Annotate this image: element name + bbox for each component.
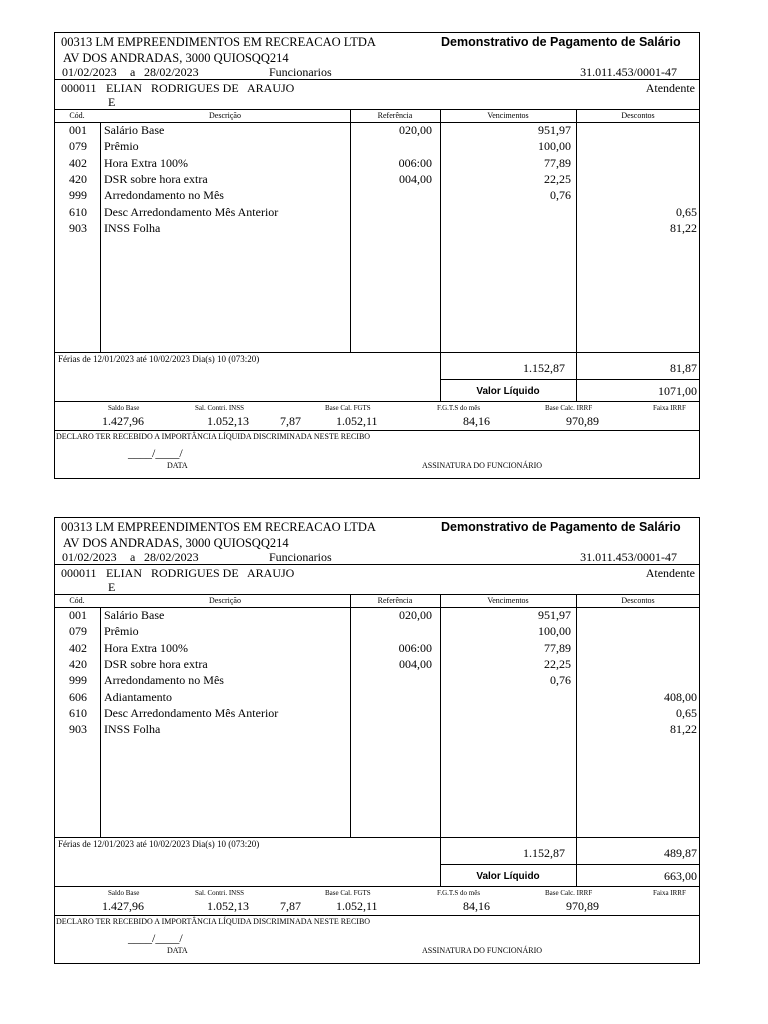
value-base-fgts: 1.052,11 <box>336 899 378 913</box>
total-descontos: 81,87 <box>670 361 697 375</box>
row-code: 001 <box>69 123 87 137</box>
row-vencimentos: 100,00 <box>538 624 571 639</box>
payslip <box>54 517 700 964</box>
row-description: DSR sobre hora extra <box>104 656 208 671</box>
valor-liquido: 1071,00 <box>658 384 697 398</box>
period-start: 01/02/2023 <box>62 65 117 79</box>
payslip <box>54 32 700 479</box>
label-sal-contri-inss: Sal. Contri. INSS <box>195 404 245 412</box>
total-descontos: 489,87 <box>664 846 697 860</box>
row-code: 610 <box>69 204 87 219</box>
period-separator: a <box>130 65 136 79</box>
row-code: 420 <box>69 171 87 186</box>
document-title: Demonstrativo de Pagamento de Salário <box>441 520 681 534</box>
ferias-note: Férias de 12/01/2023 até 10/02/2023 Dia(s) 10 (073:20) <box>58 839 260 849</box>
value-fgts-mes: 84,16 <box>463 414 490 428</box>
label-base-fgts: Base Cal. FGTS <box>325 404 371 412</box>
row-descontos: 81,22 <box>670 220 697 235</box>
row-code: 079 <box>69 624 87 639</box>
cnpj: 31.011.453/0001-47 <box>580 550 677 564</box>
value-base-irrf: 970,89 <box>566 899 599 913</box>
declaration-text: DECLARO TER RECEBIDO A IMPORTÂNCIA LÍQUIDA DISCRIMINADA NESTE RECIBO <box>56 432 371 441</box>
row-code: 610 <box>69 705 87 720</box>
date-blank: ____/____/ <box>128 446 183 460</box>
label-fgts-mes: F.G.T.S do mês <box>437 889 481 897</box>
row-descontos: 0,65 <box>676 204 697 219</box>
row-description: Arredondamento no Mês <box>104 673 224 688</box>
period-start: 01/02/2023 <box>62 550 117 564</box>
period-end: 28/02/2023 <box>144 550 199 564</box>
row-vencimentos: 0,76 <box>550 673 571 688</box>
period-separator: a <box>130 550 136 564</box>
payslip-border <box>54 517 700 964</box>
label-faixa-irrf: Faixa IRRF <box>653 404 686 412</box>
employee-category: Funcionarios <box>269 65 332 79</box>
row-description: DSR sobre hora extra <box>104 171 208 186</box>
header-description: Descrição <box>209 596 241 605</box>
value-fgts-mes: 84,16 <box>463 899 490 913</box>
header-code: Cód. <box>69 596 85 605</box>
row-code: 001 <box>69 608 87 622</box>
value-base-fgts: 1.052,11 <box>336 414 378 428</box>
label-saldo-base: Saldo Base <box>108 889 140 897</box>
header-vencimentos: Vencimentos <box>487 111 529 120</box>
row-description: Salário Base <box>104 123 165 137</box>
row-description: INSS Folha <box>104 220 161 235</box>
employee-role: Atendente <box>645 81 695 95</box>
signature-label: ASSINATURA DO FUNCIONÁRIO <box>422 461 543 470</box>
row-reference: 004,00 <box>399 656 432 671</box>
row-description: Hora Extra 100% <box>104 155 188 170</box>
value-sal-contri-inss: 1.052,13 <box>207 414 249 428</box>
date-label: DATA <box>167 946 188 955</box>
header-descontos: Descontos <box>621 111 655 120</box>
company-address: AV DOS ANDRADAS, 3000 QUIOSQQ214 <box>63 536 289 550</box>
row-vencimentos: 951,97 <box>538 608 571 622</box>
row-code: 420 <box>69 656 87 671</box>
total-vencimentos: 1.152,87 <box>523 846 565 860</box>
row-code: 402 <box>69 155 87 170</box>
label-base-irrf: Base Calc. IRRF <box>545 889 593 897</box>
label-fgts-mes: F.G.T.S do mês <box>437 404 481 412</box>
employee-name-continuation: E <box>108 580 116 594</box>
declaration-text: DECLARO TER RECEBIDO A IMPORTÂNCIA LÍQUIDA DISCRIMINADA NESTE RECIBO <box>56 917 371 926</box>
company-address: AV DOS ANDRADAS, 3000 QUIOSQQ214 <box>63 51 289 65</box>
period-end: 28/02/2023 <box>144 65 199 79</box>
row-reference: 020,00 <box>399 123 432 137</box>
date-blank: ____/____/ <box>128 931 183 945</box>
row-code: 079 <box>69 139 87 154</box>
row-description: Salário Base <box>104 608 165 622</box>
ferias-note: Férias de 12/01/2023 até 10/02/2023 Dia(s) 10 (073:20) <box>58 354 260 364</box>
row-description: INSS Folha <box>104 722 161 737</box>
row-code: 903 <box>69 220 87 235</box>
row-code: 999 <box>69 188 87 203</box>
row-vencimentos: 22,25 <box>544 656 571 671</box>
label-faixa-irrf: Faixa IRRF <box>653 889 686 897</box>
company-name: 00313 LM EMPREENDIMENTOS EM RECREACAO LTDA <box>61 35 376 49</box>
valor-liquido: 663,00 <box>664 869 697 883</box>
row-reference: 006:00 <box>398 640 432 655</box>
row-descontos: 0,65 <box>676 705 697 720</box>
row-description: Desc Arredondamento Mês Anterior <box>104 705 279 720</box>
employee-code: 000011 <box>61 566 97 580</box>
row-code: 903 <box>69 722 87 737</box>
row-description: Hora Extra 100% <box>104 640 188 655</box>
header-vencimentos: Vencimentos <box>487 596 529 605</box>
row-description: Desc Arredondamento Mês Anterior <box>104 204 279 219</box>
row-descontos: 408,00 <box>664 689 697 704</box>
row-vencimentos: 22,25 <box>544 171 571 186</box>
row-vencimentos: 77,89 <box>544 640 571 655</box>
employee-code: 000011 <box>61 81 97 95</box>
value-base-irrf: 970,89 <box>566 414 599 428</box>
row-vencimentos: 100,00 <box>538 139 571 154</box>
row-reference: 004,00 <box>399 171 432 186</box>
label-sal-contri-inss: Sal. Contri. INSS <box>195 889 245 897</box>
header-reference: Referência <box>377 596 413 605</box>
row-reference: 020,00 <box>399 608 432 622</box>
header-reference: Referência <box>377 111 413 120</box>
row-reference: 006:00 <box>398 155 432 170</box>
employee-category: Funcionarios <box>269 550 332 564</box>
employee-role: Atendente <box>645 566 695 580</box>
company-name: 00313 LM EMPREENDIMENTOS EM RECREACAO LTDA <box>61 520 376 534</box>
row-vencimentos: 77,89 <box>544 155 571 170</box>
value-saldo-base: 1.427,96 <box>102 899 144 913</box>
header-descontos: Descontos <box>621 596 655 605</box>
row-description: Arredondamento no Mês <box>104 188 224 203</box>
label-base-fgts: Base Cal. FGTS <box>325 889 371 897</box>
valor-liquido-label: Valor Líquido <box>476 871 540 882</box>
label-base-irrf: Base Calc. IRRF <box>545 404 593 412</box>
date-label: DATA <box>167 461 188 470</box>
employee-name-continuation: E <box>108 95 116 109</box>
cnpj: 31.011.453/0001-47 <box>580 65 677 79</box>
employee-name: ELIAN RODRIGUES DE ARAUJO <box>106 81 295 95</box>
row-vencimentos: 0,76 <box>550 188 571 203</box>
signature-label: ASSINATURA DO FUNCIONÁRIO <box>422 946 543 955</box>
header-description: Descrição <box>209 111 241 120</box>
value-sal-contri-inss: 1.052,13 <box>207 899 249 913</box>
row-vencimentos: 951,97 <box>538 123 571 137</box>
employee-name: ELIAN RODRIGUES DE ARAUJO <box>106 566 295 580</box>
value-saldo-base: 1.427,96 <box>102 414 144 428</box>
document-title: Demonstrativo de Pagamento de Salário <box>441 35 681 49</box>
header-code: Cód. <box>69 111 85 120</box>
row-description: Prêmio <box>104 139 139 154</box>
payslip-border <box>54 32 700 479</box>
label-saldo-base: Saldo Base <box>108 404 140 412</box>
row-descontos: 81,22 <box>670 722 697 737</box>
row-description: Adiantamento <box>104 689 172 704</box>
total-vencimentos: 1.152,87 <box>523 361 565 375</box>
value-inss-rate: 7,87 <box>280 899 301 913</box>
row-code: 402 <box>69 640 87 655</box>
row-code: 606 <box>69 689 87 704</box>
row-description: Prêmio <box>104 624 139 639</box>
valor-liquido-label: Valor Líquido <box>476 386 540 397</box>
value-inss-rate: 7,87 <box>280 414 301 428</box>
row-code: 999 <box>69 673 87 688</box>
